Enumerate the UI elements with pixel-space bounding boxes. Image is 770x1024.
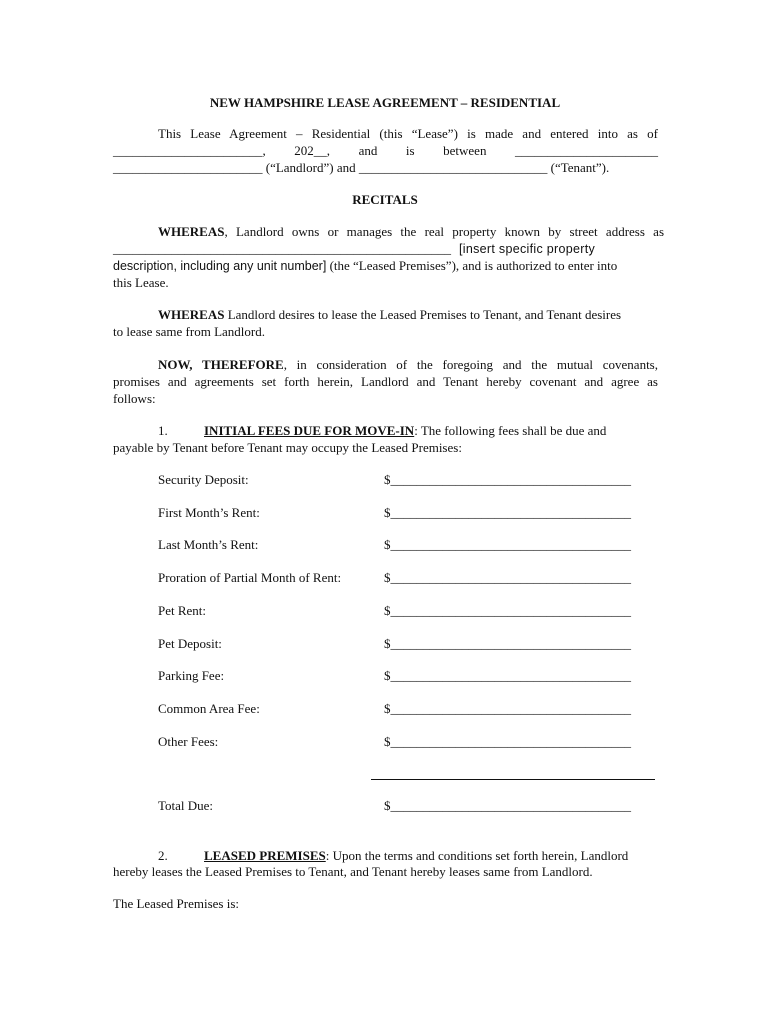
intro-word-between: between	[443, 143, 487, 158]
now-therefore-line-3: follows:	[113, 391, 156, 406]
fee-label: Security Deposit:	[158, 472, 249, 487]
date-blank: _______________________,	[113, 143, 266, 158]
insert-instruction: [insert specific property	[459, 242, 596, 256]
fee-amount-field: $_____________________________________	[384, 701, 631, 716]
intro-word-is: is	[405, 143, 415, 158]
year-blank: 202__,	[294, 143, 331, 158]
whereas-lead: WHEREAS	[158, 224, 225, 239]
fee-label: Last Month’s Rent:	[158, 537, 259, 552]
fee-amount-field: $_____________________________________	[384, 603, 631, 618]
total-amount-field: $_____________________________________	[384, 798, 631, 813]
intro-line-3: _______________________ (“Landlord”) and _____________________________ (“Tenant”).	[113, 160, 610, 175]
fee-amount-field: $_____________________________________	[384, 472, 631, 487]
section2-number: 2.	[158, 848, 168, 863]
insert-instruction-cont: description, including any unit number]	[113, 259, 327, 273]
fee-amount-field: $_____________________________________	[384, 570, 631, 585]
now-therefore-text: , in consideration of the foregoing and the mutual covenants,	[283, 357, 658, 372]
fee-label: Parking Fee:	[158, 668, 225, 683]
fee-label: Other Fees:	[158, 734, 219, 749]
fee-amount-field: $_____________________________________	[384, 734, 631, 749]
section2-line-2: hereby leases the Leased Premises to Tenant, and Tenant hereby leases same from Landlord.	[113, 864, 593, 879]
fee-label: Pet Rent:	[158, 603, 207, 618]
recitals-heading: RECITALS	[352, 192, 418, 207]
whereas2-line-2: to lease same from Landlord.	[113, 324, 265, 339]
now-therefore-lead: NOW, THEREFORE	[158, 357, 284, 372]
fee-label: Pet Deposit:	[158, 636, 222, 651]
whereas2-lead: WHEREAS	[158, 307, 225, 322]
fee-amount-field: $_____________________________________	[384, 636, 631, 651]
section2-text: : Upon the terms and conditions set forth herein, Landlord	[325, 848, 629, 863]
document-title: NEW HAMPSHIRE LEASE AGREEMENT – RESIDENTIAL	[209, 95, 561, 110]
whereas2-text: Landlord desires to lease the Leased Premises to Tenant, and Tenant desires	[224, 307, 622, 322]
landlord-name-blank: ______________________	[515, 143, 658, 158]
intro-line-1: This Lease Agreement – Residential (this “Lease”) is made and entered into as of	[158, 126, 658, 141]
whereas1-line-3	[113, 258, 617, 274]
whereas1-text-cont: (the “Leased Premises”), and is authorized to enter into	[326, 258, 618, 273]
whereas1-text: , Landlord owns or manages the real property known by street address as	[224, 224, 664, 239]
fee-label: Proration of Partial Month of Rent:	[158, 570, 342, 585]
whereas1-line-4: this Lease.	[113, 275, 169, 290]
section1-line-1	[204, 423, 606, 439]
fee-amount-field: $_____________________________________	[384, 537, 631, 552]
whereas2-line-1	[158, 307, 621, 323]
premises-line: The Leased Premises is:	[113, 896, 239, 911]
whereas1-line-1	[158, 224, 664, 240]
section2-line-1	[204, 848, 628, 864]
section1-number: 1.	[158, 423, 168, 438]
section2-heading: LEASED PREMISES	[204, 848, 326, 863]
fee-amount-field: $_____________________________________	[384, 505, 631, 520]
now-therefore-line-2: promises and agreements set forth herein, Landlord and Tenant hereby covenant and agree as	[113, 374, 658, 389]
property-address-blank: ____________________________________________________	[113, 241, 451, 256]
section1-line-2: payable by Tenant before Tenant may occupy the Leased Premises:	[113, 440, 462, 455]
intro-line-2	[113, 143, 658, 159]
whereas1-line-2	[113, 241, 595, 257]
total-divider	[371, 779, 655, 780]
fee-amount-field: $_____________________________________	[384, 668, 631, 683]
fee-label: Common Area Fee:	[158, 701, 260, 716]
total-label: Total Due:	[158, 798, 214, 813]
now-therefore-line-1	[158, 357, 658, 373]
section1-heading: INITIAL FEES DUE FOR MOVE-IN	[204, 423, 415, 438]
section1-text: : The following fees shall be due and	[414, 423, 607, 438]
fee-label: First Month’s Rent:	[158, 505, 260, 520]
intro-word-and: and	[358, 143, 378, 158]
